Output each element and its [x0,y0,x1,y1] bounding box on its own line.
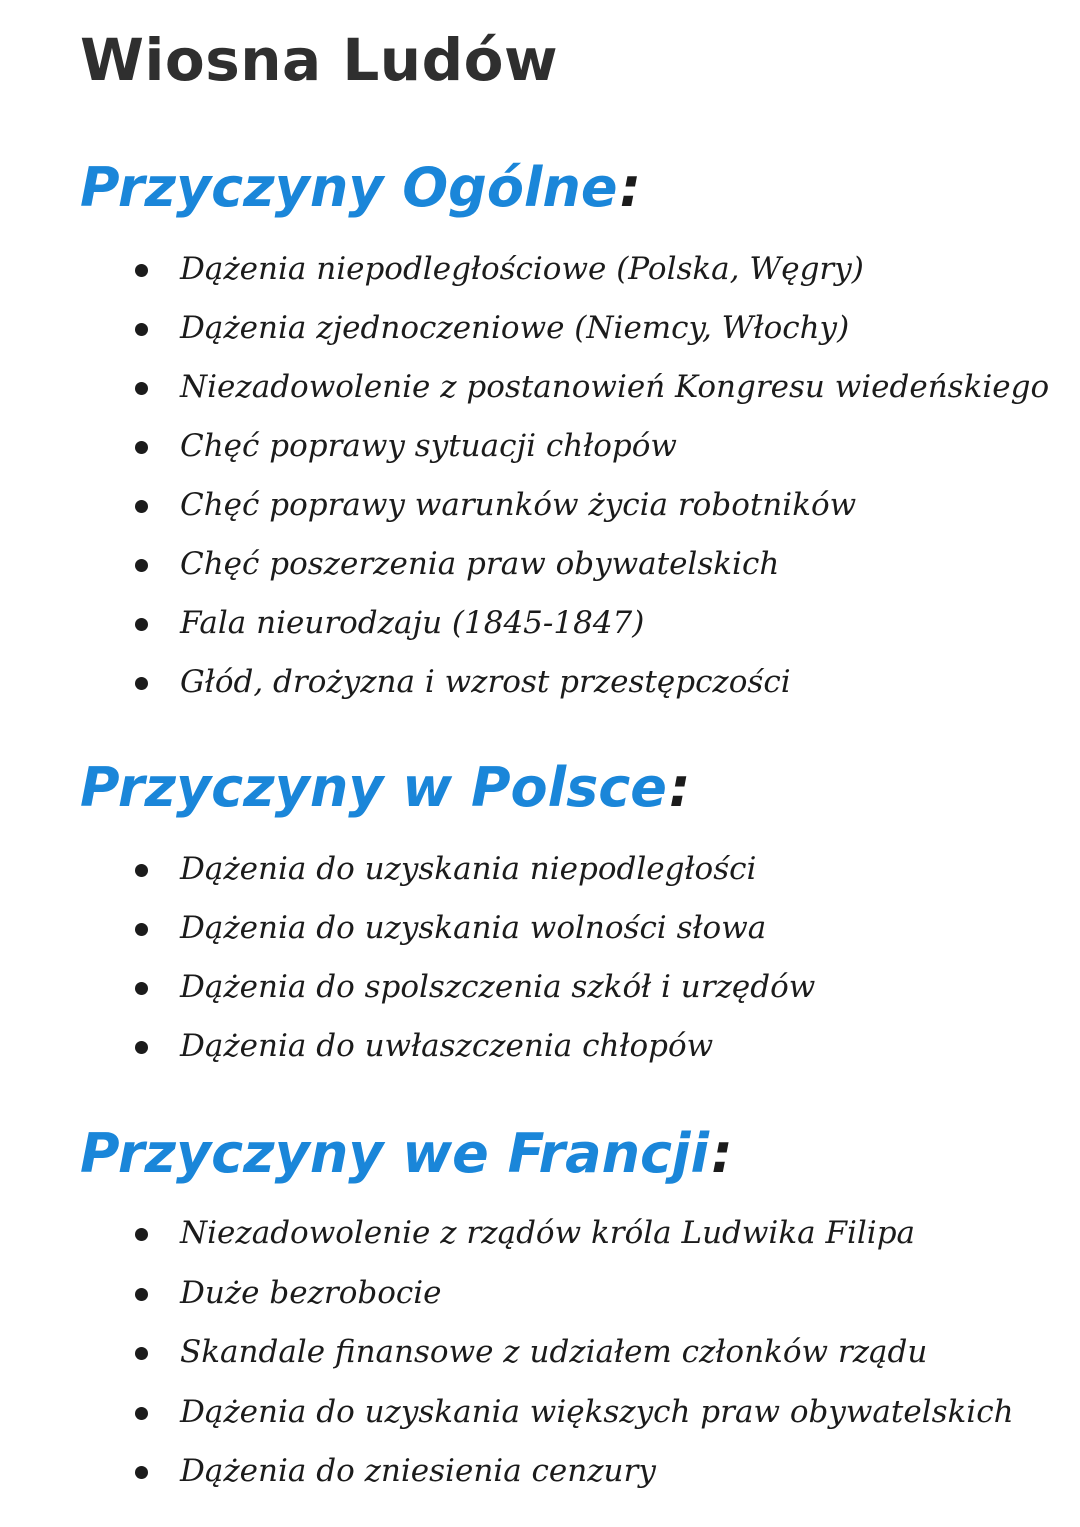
bullet-dot-icon [135,500,148,513]
heading-colon: : [711,1122,733,1185]
list-item-text: Chęć poszerzenia praw obywatelskich [180,546,780,582]
bullet-list-poland [0,840,1080,1076]
bullet-dot-icon [135,1228,148,1241]
bullet-list-general [0,240,1080,712]
list-item-text: Dążenia do zniesienia cenzury [180,1453,656,1489]
list-item-text: Dążenia do uzyskania wolności słowa [180,910,767,946]
list-item [0,594,1080,653]
list-item [0,653,1080,712]
list-item [0,1204,1080,1264]
list-item-text: Chęć poprawy sytuacji chłopów [180,428,677,464]
list-item-text: Niezadowolenie z rządów króla Ludwika Filipa [180,1215,916,1251]
bullet-dot-icon [135,323,148,336]
section-heading-france [80,1118,733,1190]
bullet-dot-icon [135,1466,148,1479]
list-item-text: Dążenia do uwłaszczenia chłopów [180,1028,714,1064]
bullet-list-france [0,1204,1080,1502]
list-item [0,958,1080,1017]
bullet-dot-icon [135,1288,148,1301]
list-item [0,899,1080,958]
list-item [0,1442,1080,1502]
list-item-text: Głód, drożyzna i wzrost przestępczości [180,664,791,700]
heading-colon: : [619,156,642,219]
list-item-text: Fala nieurodzaju (1845-1847) [180,605,645,641]
list-item [0,476,1080,535]
list-item-text: Skandale finansowe z udziałem członków rządu [180,1334,928,1370]
bullet-dot-icon [135,1041,148,1054]
bullet-dot-icon [135,923,148,936]
bullet-dot-icon [135,982,148,995]
bullet-dot-icon [135,618,148,631]
list-item [0,417,1080,476]
bullet-dot-icon [135,1347,148,1360]
bullet-dot-icon [135,677,148,690]
bullet-dot-icon [135,382,148,395]
bullet-dot-icon [135,559,148,572]
list-item [0,535,1080,594]
list-item-text: Duże bezrobocie [180,1274,442,1311]
section-heading-text: Przyczyny Ogólne [80,156,618,219]
list-item [0,1017,1080,1076]
list-item [0,1383,1080,1443]
list-item-text: Dążenia do uzyskania niepodległości [180,851,757,887]
section-heading-general [80,152,641,224]
bullet-dot-icon [135,864,148,877]
bullet-dot-icon [135,264,148,277]
list-item [0,1264,1080,1324]
list-item [0,1323,1080,1383]
list-item [0,240,1080,299]
page-title: Wiosna Ludów [80,26,559,94]
list-item-text: Niezadowolenie z postanowień Kongresu wiedeńskiego [180,369,1050,405]
list-item [0,299,1080,358]
bullet-dot-icon [135,441,148,454]
list-item-text: Dążenia zjednoczeniowe (Niemcy, Włochy) [180,310,850,346]
bullet-dot-icon [135,1407,148,1420]
list-item [0,358,1080,417]
list-item-text: Chęć poprawy warunków życia robotników [180,487,857,523]
section-heading-text: Przyczyny we Francji [80,1122,710,1185]
section-heading-poland [80,752,691,824]
list-item-text: Dążenia do uzyskania większych praw obywatelskich [180,1393,1014,1430]
list-item-text: Dążenia do spolszczenia szkół i urzędów [180,969,816,1005]
heading-colon: : [668,756,691,819]
list-item [0,840,1080,899]
section-heading-text: Przyczyny w Polsce [80,756,667,819]
list-item-text: Dążenia niepodległościowe (Polska, Węgry) [180,251,864,287]
